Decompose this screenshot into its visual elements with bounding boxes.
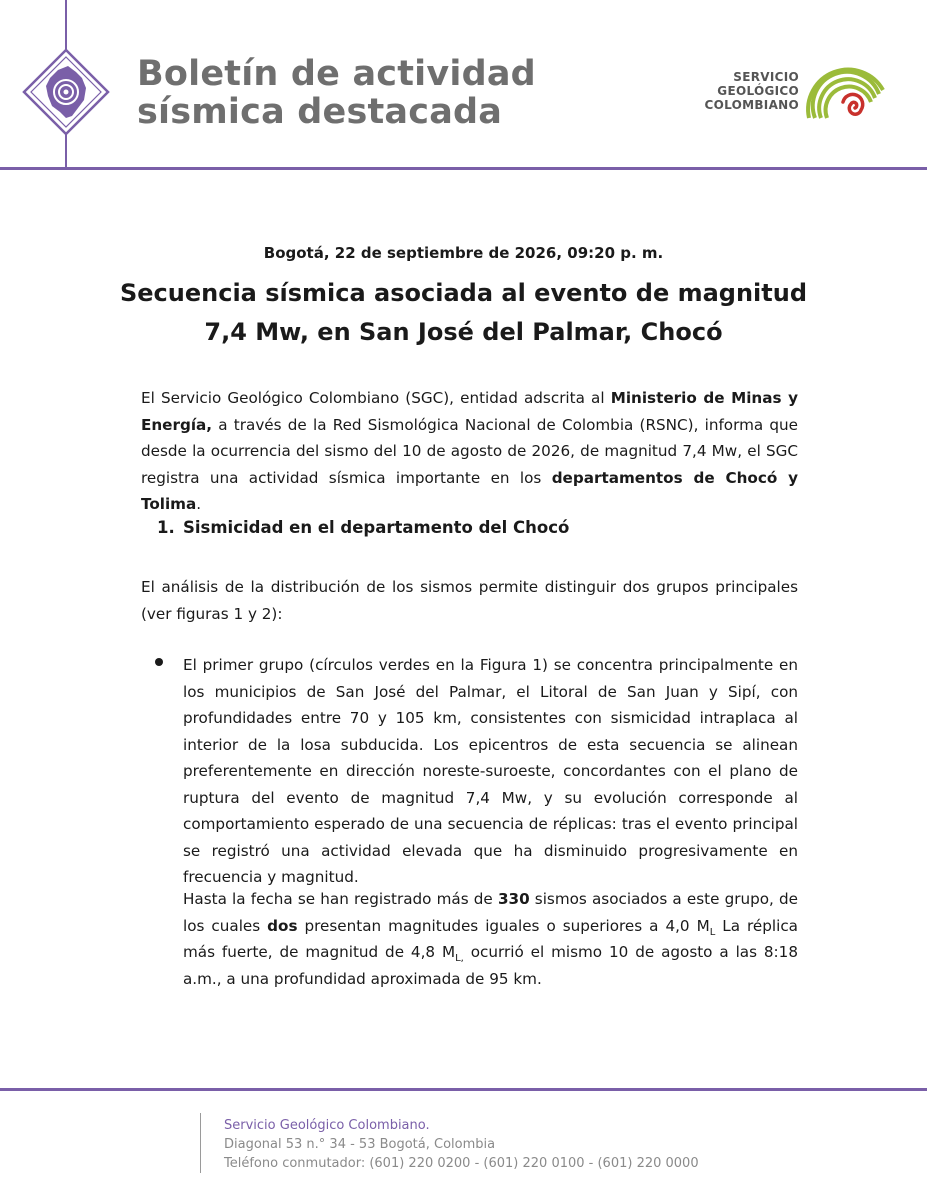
analysis-paragraph: El análisis de la distribución de los sismos permite distinguir dos grupos principales (ver figuras 1 y 2): [141,578,798,623]
page-footer [224,1116,699,1173]
count-bold-dos: dos [267,916,298,935]
count-text-4: La réplica más fuerte, de magnitud de 4,8 M [183,916,798,961]
footer-org: Servicio Geológico Colombiano. [224,1118,430,1133]
footer-divider [0,1088,927,1091]
colombia-map-emblem-icon [22,48,110,136]
bullet-paragraph-first-group: El primer grupo (círculos verdes en la Figura 1) se concentra principalmente en los municipios de San José del Palmar, el Litoral de San Juan y Sipí, con profundidades entre 70 y 105 km, consistentes con sismicidad intraplaca al interior de la losa subducida. Los epicentros de esta secuencia se alinean preferentemente en dirección noreste-suroeste, concordantes con el plano de ruptura del evento de magnitud 7,4 Mw, y su evolución corresponde al comportamiento esperado de una secuencia de réplicas: tras el evento principal se registró una actividad elevada que ha disminuido progresivamente en frecuencia y magnitud. [183,656,798,886]
count-bold-number: 330 [497,890,530,908]
intro-text-3: . [196,495,202,513]
bulletin-title-line2: sísmica destacada [137,92,503,132]
count-text-3: presentan magnitudes iguales o superiores a 4,0 M [297,916,710,935]
intro-text-1: El Servicio Geológico Colombiano (SGC), entidad adscrita al [141,389,611,407]
footer-vertical-rule [200,1113,201,1173]
intro-paragraph [141,385,798,518]
count-text-1: Hasta la fecha se han registrado más de [183,890,498,908]
count-paragraph [183,886,798,992]
section-number: 1. [157,518,175,537]
magnitude-subscript-2: L, [455,953,464,965]
sgc-logo-line3: COLOMBIANO [704,98,799,112]
intro-text-2: a través de la Red Sismológica Nacional de Colombia (RSNC), informa que desde la ocurrencia del sismo del 10 de agosto de 2026, de magnitud 7,4 Mw, el SGC registra una actividad sísmica importante en los [141,415,798,487]
page-header [0,0,927,170]
document-title-line1: Secuencia sísmica asociada al evento de magnitud [119,279,808,307]
dateline: Bogotá, 22 de septiembre de 2026, 09:20 p. m. [263,244,664,262]
header-divider [0,167,927,170]
intro-bold-ministry: Ministerio de Minas y Energía, [141,389,799,434]
count-text-2: sismos asociados a este grupo, de los cuales [183,890,798,935]
document-title-line2: 7,4 Mw, en San José del Palmar, Chocó [204,318,723,346]
sgc-logo-line1: SERVICIO [733,70,799,84]
bullet-icon [155,658,163,666]
sgc-spiral-icon [803,52,889,122]
sgc-logo [705,52,895,122]
count-text-5: ocurrió el mismo 10 de agosto a las 8:18 a.m., a una profundidad aproximada de 95 km. [183,943,799,988]
sgc-logo-line2: GEOLÓGICO [717,84,799,98]
section-heading-text: Sismicidad en el departamento del Chocó [183,518,570,537]
footer-address: Diagonal 53 n.° 34 - 53 Bogotá, Colombia [224,1137,496,1152]
magnitude-subscript-1: L [709,926,716,938]
intro-bold-departments: departamentos de Chocó y Tolima [141,468,798,513]
bulletin-title-line1: Boletín de actividad [137,54,536,94]
bulletin-title [137,55,536,131]
document-title [90,274,837,352]
sgc-logo-text [704,70,799,112]
section-heading [157,518,569,537]
footer-phone: Teléfono conmutador: (601) 220 0200 - (601) 220 0100 - (601) 220 0000 [224,1156,699,1171]
